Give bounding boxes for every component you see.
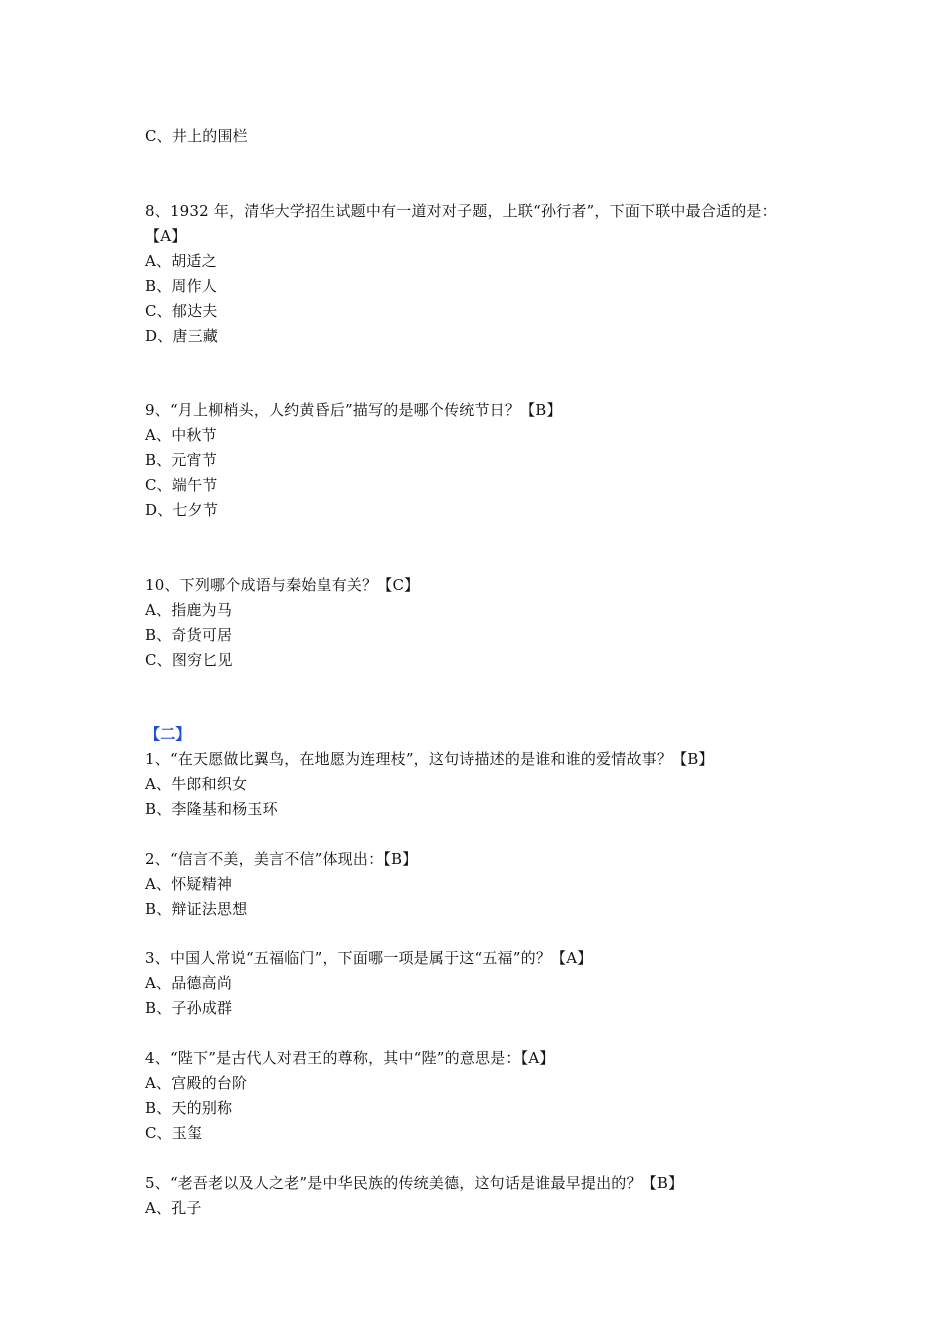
q9-option-c: C、端午节	[145, 476, 218, 494]
q9-option-d: D、七夕节	[145, 501, 219, 519]
q8-option-a: A、胡适之	[145, 252, 217, 270]
p2-q3-option-b: B、子孙成群	[145, 999, 233, 1017]
p2-q3-question: 3、中国人常说“五福临门”，下面哪一项是属于这“五福”的？【A】	[145, 949, 593, 967]
q10-option-c: C、图穷匕见	[145, 651, 233, 669]
q10-option-a: A、指鹿为马	[145, 601, 233, 619]
p2-q2-question: 2、“信言不美，美言不信”体现出：【B】	[145, 850, 418, 868]
q7-option-c: C、井上的围栏	[145, 127, 248, 145]
q9-option-a: A、中秋节	[145, 426, 217, 444]
p2-q5-question: 5、“老吾老以及人之老”是中华民族的传统美德，这句话是谁最早提出的？【B】	[145, 1174, 684, 1192]
p2-q4-option-a: A、宫殿的台阶	[145, 1074, 248, 1092]
p2-q2-option-b: B、辩证法思想	[145, 900, 248, 918]
p2-q1-option-b: B、李隆基和杨玉环	[145, 800, 278, 818]
p2-q3-option-a: A、品德高尚	[145, 974, 233, 992]
p2-q5-option-a: A、孔子	[145, 1199, 202, 1217]
section-title: 【二】	[145, 725, 191, 743]
p2-q2-option-a: A、怀疑精神	[145, 875, 233, 893]
p2-q4-option-b: B、天的别称	[145, 1099, 233, 1117]
q8-option-d: D、唐三藏	[145, 327, 219, 345]
q8-option-c: C、郁达夫	[145, 302, 218, 320]
q10-question: 10、下列哪个成语与秦始皇有关？【C】	[145, 576, 420, 594]
p2-q1-question: 1、“在天愿做比翼鸟，在地愿为连理枝”，这句诗描述的是谁和谁的爱情故事？【B】	[145, 750, 714, 768]
p2-q4-question: 4、“陛下”是古代人对君王的尊称，其中“陛”的意思是：【A】	[145, 1049, 555, 1067]
q9-question: 9、“月上柳梢头，人约黄昏后”描写的是哪个传统节日？【B】	[145, 401, 562, 419]
q9-option-b: B、元宵节	[145, 451, 218, 469]
p2-q1-option-a: A、牛郎和织女	[145, 775, 248, 793]
q10-option-b: B、奇货可居	[145, 626, 233, 644]
q8-option-b: B、周作人	[145, 277, 218, 295]
q8-answer: 【A】	[145, 227, 187, 245]
p2-q4-option-c: C、玉玺	[145, 1124, 203, 1142]
q8-question: 8、1932 年，清华大学招生试题中有一道对对子题，上联“孙行者”，下面下联中最合适的是：	[145, 202, 777, 220]
